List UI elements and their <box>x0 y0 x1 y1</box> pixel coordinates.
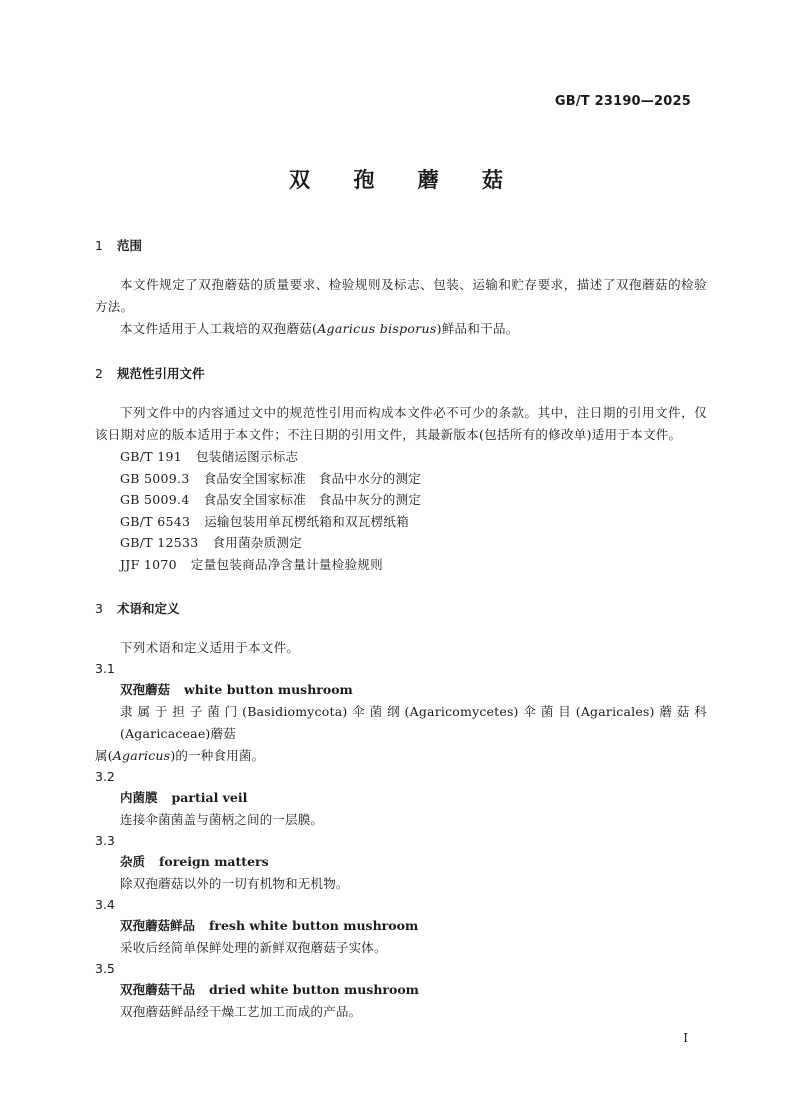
reference-name: 食用菌杂质测定 <box>212 535 303 550</box>
term-zh: 杂质 <box>120 854 146 869</box>
term-definition: 采收后经简单保鲜处理的新鲜双孢蘑菇子实体。 <box>120 940 387 955</box>
species-name: Agaricus bisporus <box>317 321 437 336</box>
standard-number: GB/T 23190—2025 <box>554 94 691 109</box>
term-heading <box>95 979 707 1001</box>
term-en: fresh white button mushroom <box>209 918 419 933</box>
reference-item <box>95 489 707 511</box>
document-title: 双 孢 蘑 菇 <box>289 168 521 192</box>
section-heading-terms <box>95 599 707 619</box>
reference-code: GB/T 6543 <box>120 513 191 529</box>
reference-name: 食品安全国家标准 食品中水分的测定 <box>203 470 422 486</box>
term-zh: 双孢蘑菇干品 <box>120 982 196 997</box>
term-number: 3.2 <box>95 769 115 784</box>
reference-code: GB/T 12533 <box>120 535 199 550</box>
section-number: 1 <box>95 238 103 253</box>
reference-item <box>95 511 707 533</box>
scope-paragraph-1: 本文件规定了双孢蘑菇的质量要求、检验规则及标志、包装、运输和贮存要求，描述了双孢蘑菇的检验方法。 <box>95 277 707 314</box>
term-zh: 双孢蘑菇 <box>120 682 171 697</box>
section-title: 术语和定义 <box>117 601 180 616</box>
term-number: 3.5 <box>95 961 115 976</box>
term-heading <box>95 787 707 809</box>
reference-name: 运输包装用单瓦楞纸箱和双瓦楞纸箱 <box>204 513 410 529</box>
text-span: 属( <box>95 748 113 763</box>
term-definition: 双孢蘑菇鲜品经干燥工艺加工而成的产品。 <box>120 1004 362 1019</box>
term-heading <box>95 915 707 937</box>
text-span: )鲜品和干品。 <box>436 321 519 336</box>
reference-name: 包装储运图示标志 <box>195 449 299 464</box>
term-number: 3.4 <box>95 897 115 912</box>
reference-list <box>95 446 707 575</box>
document-body <box>95 236 707 1023</box>
reference-name: 定量包装商品净含量计量检验规则 <box>190 556 383 572</box>
section-title: 范围 <box>117 238 143 253</box>
term-definition: 隶属于担子菌门(Basidiomycota)伞菌纲(Agaricomycetes)伞菌目(Agaricales)蘑菇科(Agaricaceae)蘑菇 <box>120 704 707 741</box>
section-heading-scope <box>95 236 707 256</box>
term-en: dried white button mushroom <box>209 982 419 997</box>
page-number: I <box>683 1031 688 1045</box>
scope-paragraph-2 <box>95 318 707 340</box>
terms-intro: 下列术语和定义适用于本文件。 <box>120 640 300 655</box>
term-heading <box>95 851 707 873</box>
reference-item <box>95 532 707 554</box>
reference-name: 食品安全国家标准 食品中灰分的测定 <box>203 492 422 507</box>
term-definition: 除双孢蘑菇以外的一切有机物和无机物。 <box>120 876 349 891</box>
term-en: white button mushroom <box>184 682 353 697</box>
term-definition: 连接伞菌菌盖与菌柄之间的一层膜。 <box>120 812 324 827</box>
references-intro: 下列文件中的内容通过文中的规范性引用而构成本文件必不可少的条款。其中，注日期的引用文件，仅该日期对应的版本适用于本文件；不注日期的引用文件，其最新版本(包括所有的修改单)适用于本文件。 <box>95 405 707 442</box>
term-en: partial veil <box>171 790 248 805</box>
genus-name: Agaricus <box>112 748 171 763</box>
section-number: 2 <box>95 366 103 381</box>
reference-code: GB/T 191 <box>120 449 182 464</box>
reference-code: GB 5009.3 <box>120 470 190 486</box>
text-span: 本文件适用于人工栽培的双孢蘑菇( <box>120 321 318 336</box>
text-span: )的一种食用菌。 <box>170 748 265 763</box>
term-definition-cont <box>95 745 707 767</box>
reference-item <box>95 554 707 576</box>
term-number: 3.1 <box>95 661 115 676</box>
term-number: 3.3 <box>95 833 115 848</box>
section-number: 3 <box>95 601 103 616</box>
term-zh: 双孢蘑菇鲜品 <box>120 918 196 933</box>
reference-item <box>95 468 707 490</box>
reference-code: JJF 1070 <box>120 556 177 572</box>
reference-item <box>95 446 707 468</box>
term-en: foreign matters <box>159 854 269 869</box>
term-zh: 内菌膜 <box>120 790 158 805</box>
term-heading <box>95 679 707 701</box>
section-title: 规范性引用文件 <box>117 366 205 381</box>
section-heading-references <box>95 364 707 384</box>
reference-code: GB 5009.4 <box>120 492 190 507</box>
